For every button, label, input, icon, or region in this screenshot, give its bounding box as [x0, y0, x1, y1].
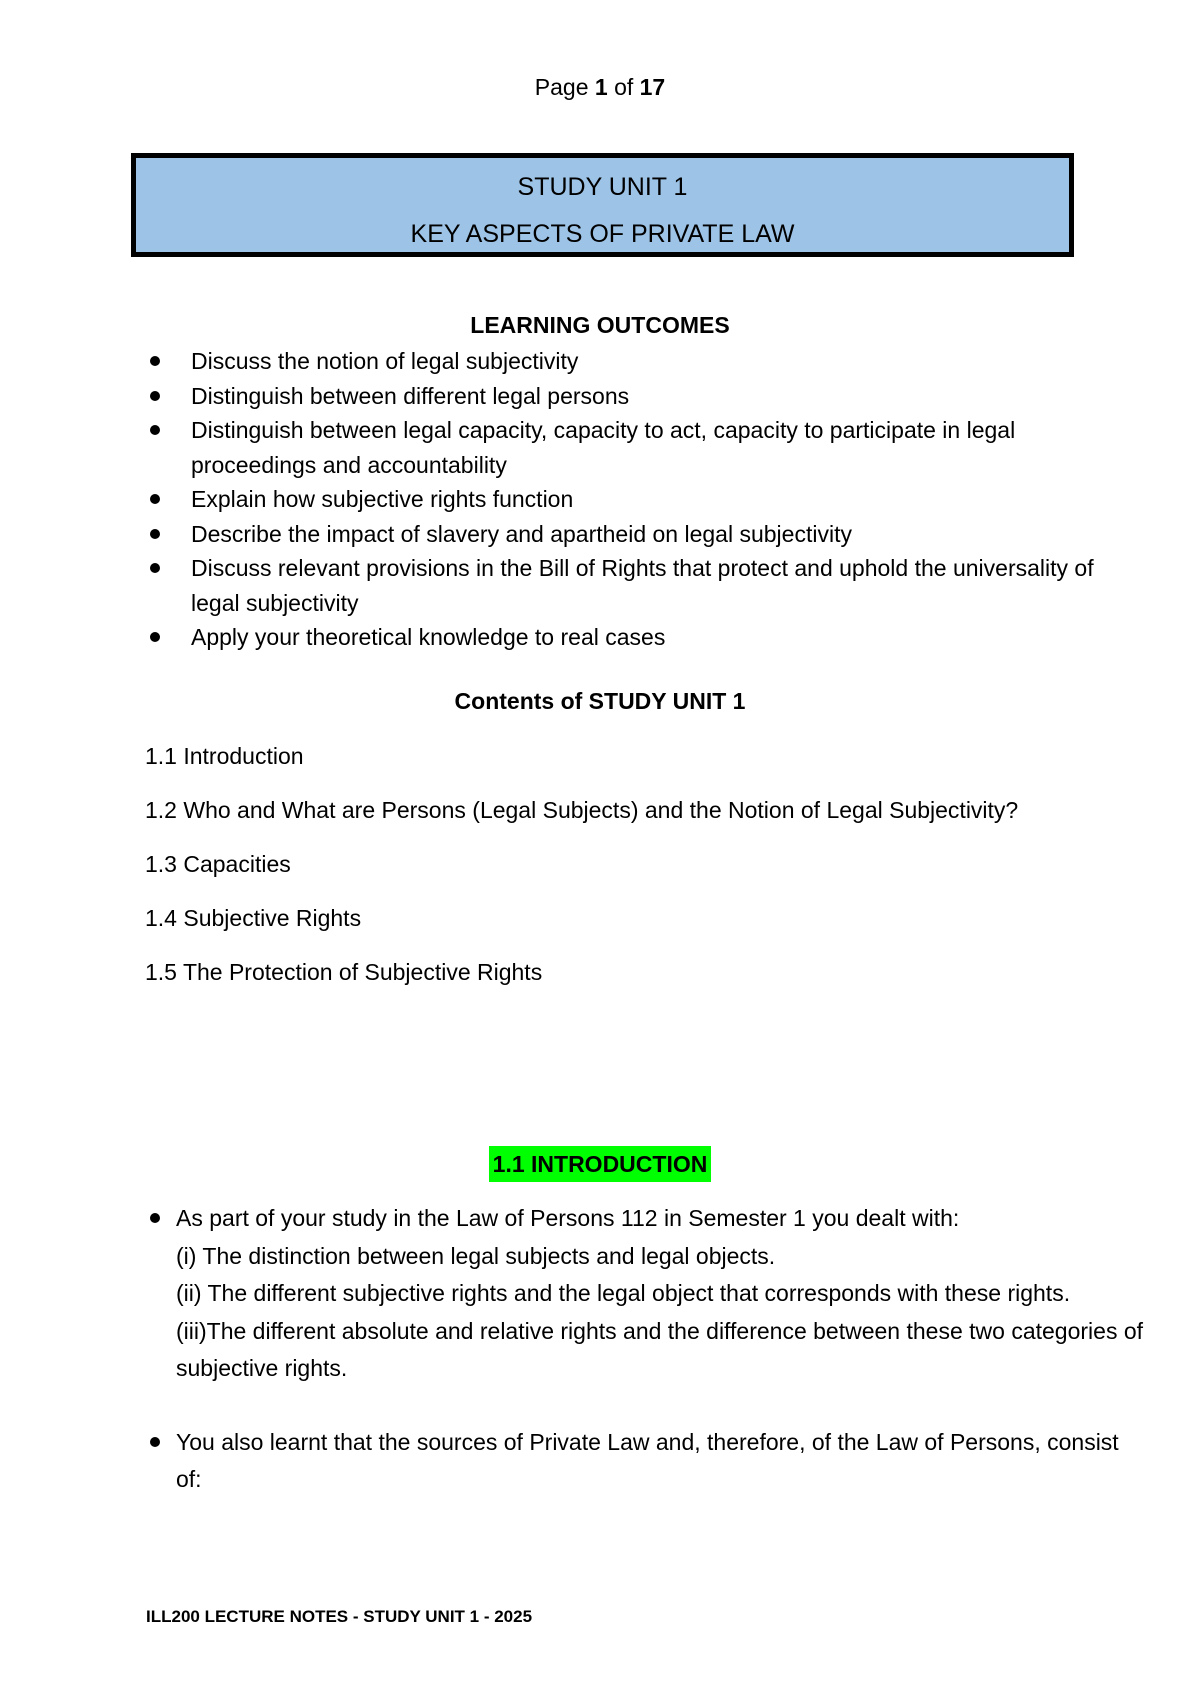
study-unit-title: STUDY UNIT 1 [517, 173, 688, 201]
learning-outcome-item [146, 517, 1146, 552]
learning-outcome-text: Distinguish between legal capacity, capacity to act, capacity to participate in legal proceedings and accountability [191, 417, 1016, 478]
bullet-icon [150, 425, 160, 435]
learning-outcome-text: Describe the impact of slavery and apartheid on legal subjectivity [191, 520, 852, 547]
bullet-icon [150, 529, 160, 539]
learning-outcome-item [146, 551, 1146, 620]
introduction-sub-item: (ii) The different subjective rights and the legal object that corresponds with these rights. [176, 1280, 1071, 1306]
introduction-bullet [146, 1200, 1146, 1388]
contents-item: 1.1 Introduction [145, 743, 304, 769]
introduction-sub-item: (iii)The different absolute and relative rights and the difference between these two categories of subjective rights. [176, 1317, 1144, 1381]
learning-outcomes-list [146, 344, 1146, 655]
bullet-icon [150, 563, 160, 573]
learning-outcome-item [146, 620, 1146, 655]
bullet-icon [150, 494, 160, 504]
page-number [0, 74, 1200, 101]
contents-item: 1.4 Subjective Rights [145, 905, 362, 931]
page-current: 1 [594, 74, 608, 100]
bullet-icon [150, 356, 160, 366]
introduction-bullet-lead: As part of your study in the Law of Persons 112 in Semester 1 you dealt with: [176, 1205, 960, 1231]
learning-outcomes-heading: LEARNING OUTCOMES [470, 312, 730, 338]
page-footer: ILL200 LECTURE NOTES - STUDY UNIT 1 - 2025 [146, 1607, 533, 1626]
learning-outcome-text: Discuss the notion of legal subjectivity [191, 348, 579, 374]
learning-outcome-text: Distinguish between different legal persons [191, 382, 630, 409]
contents-list [145, 738, 1145, 1008]
introduction-heading-wrap [0, 1146, 1200, 1182]
learning-outcome-text: Apply your theoretical knowledge to real cases [191, 624, 666, 650]
title-box [131, 153, 1074, 257]
learning-outcome-item [146, 344, 1146, 379]
contents-heading: Contents of STUDY UNIT 1 [454, 688, 746, 714]
introduction-bullet-text: You also learnt that the sources of Private Law and, therefore, of the Law of Persons, consist of: [176, 1428, 1119, 1492]
learning-outcome-item [146, 413, 1146, 482]
introduction-sub-item: (i) The distinction between legal subjects and legal objects. [176, 1242, 776, 1269]
introduction-heading: 1.1 INTRODUCTION [489, 1146, 712, 1182]
bullet-icon [150, 632, 160, 642]
page-total: 17 [639, 74, 666, 100]
study-unit-subtitle: KEY ASPECTS OF PRIVATE LAW [410, 220, 795, 248]
contents-item: 1.3 Capacities [145, 851, 291, 877]
bullet-icon [150, 391, 160, 401]
page-of: of [614, 74, 634, 100]
contents-item: 1.2 Who and What are Persons (Legal Subjects) and the Notion of Legal Subjectivity? [145, 797, 1019, 823]
learning-outcome-item [146, 482, 1146, 517]
introduction-bullet [146, 1424, 1146, 1499]
page-label: Page [534, 74, 589, 100]
learning-outcome-text: Explain how subjective rights function [191, 486, 574, 512]
learning-outcome-text: Discuss relevant provisions in the Bill of Rights that protect and uphold the universality of legal subjectivity [191, 555, 1094, 616]
bullet-icon [150, 1213, 160, 1223]
contents-item: 1.5 The Protection of Subjective Rights [145, 959, 543, 985]
introduction-list [146, 1200, 1146, 1499]
bullet-icon [150, 1437, 160, 1447]
learning-outcome-item [146, 379, 1146, 414]
